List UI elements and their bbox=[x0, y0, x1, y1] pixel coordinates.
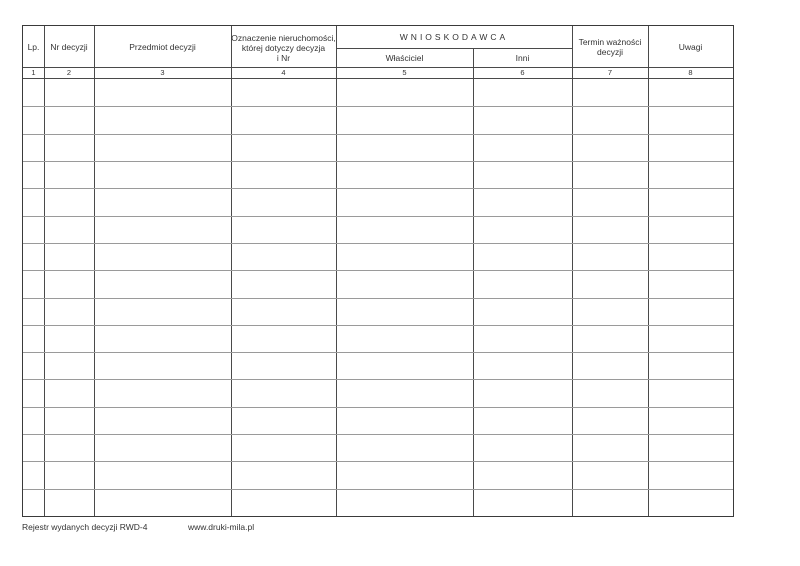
header-uwagi: Uwagi bbox=[678, 41, 703, 52]
column-number: 4 bbox=[281, 67, 286, 77]
row-divider bbox=[23, 352, 733, 353]
row-divider bbox=[23, 325, 733, 326]
register-table bbox=[22, 25, 734, 517]
column-number: 7 bbox=[607, 67, 613, 77]
header-wnioskodawca: WNIOSKODAWCA bbox=[399, 32, 509, 42]
website-text: www.druki-mila.pl bbox=[188, 522, 255, 532]
column-number: 8 bbox=[688, 67, 693, 77]
header-oznaczenie-nieruchomosci bbox=[231, 28, 336, 67]
header-termin-line: Termin ważności bbox=[578, 36, 642, 47]
header-termin-waznosci bbox=[572, 26, 648, 67]
row-divider bbox=[23, 106, 733, 107]
row-divider bbox=[23, 461, 733, 462]
column-number: 3 bbox=[160, 67, 165, 77]
row-divider bbox=[23, 161, 733, 162]
column-number: 6 bbox=[520, 67, 525, 77]
form-name: Rejestr wydanych decyzji RWD-4 bbox=[22, 522, 148, 532]
entry-rows bbox=[23, 79, 733, 516]
column-number: 2 bbox=[66, 67, 72, 77]
header-nr-decyzji: Nr decyzji bbox=[50, 41, 88, 52]
header-oznaczenie-line: Oznaczenie nieruchomości, bbox=[231, 32, 336, 43]
row-divider bbox=[23, 216, 733, 217]
column-number: 5 bbox=[402, 67, 407, 77]
header-oznaczenie-line: której dotyczy decyzja bbox=[241, 42, 326, 53]
row-divider bbox=[23, 298, 733, 299]
row-divider bbox=[23, 188, 733, 189]
row-divider bbox=[23, 379, 733, 380]
row-divider bbox=[23, 489, 733, 490]
header-wlasciciel: Właściciel bbox=[385, 52, 424, 63]
header-oznaczenie-line: i Nr bbox=[276, 52, 291, 63]
header-przedmiot-decyzji: Przedmiot decyzji bbox=[129, 41, 196, 52]
row-divider bbox=[23, 434, 733, 435]
row-divider bbox=[23, 134, 733, 135]
row-divider bbox=[23, 243, 733, 244]
column-number: 1 bbox=[31, 67, 36, 77]
header-lp: Lp. bbox=[27, 41, 40, 52]
header-termin-line: decyzji bbox=[597, 46, 623, 57]
header-inni: Inni bbox=[515, 52, 530, 63]
row-divider bbox=[23, 407, 733, 408]
row-divider bbox=[23, 270, 733, 271]
